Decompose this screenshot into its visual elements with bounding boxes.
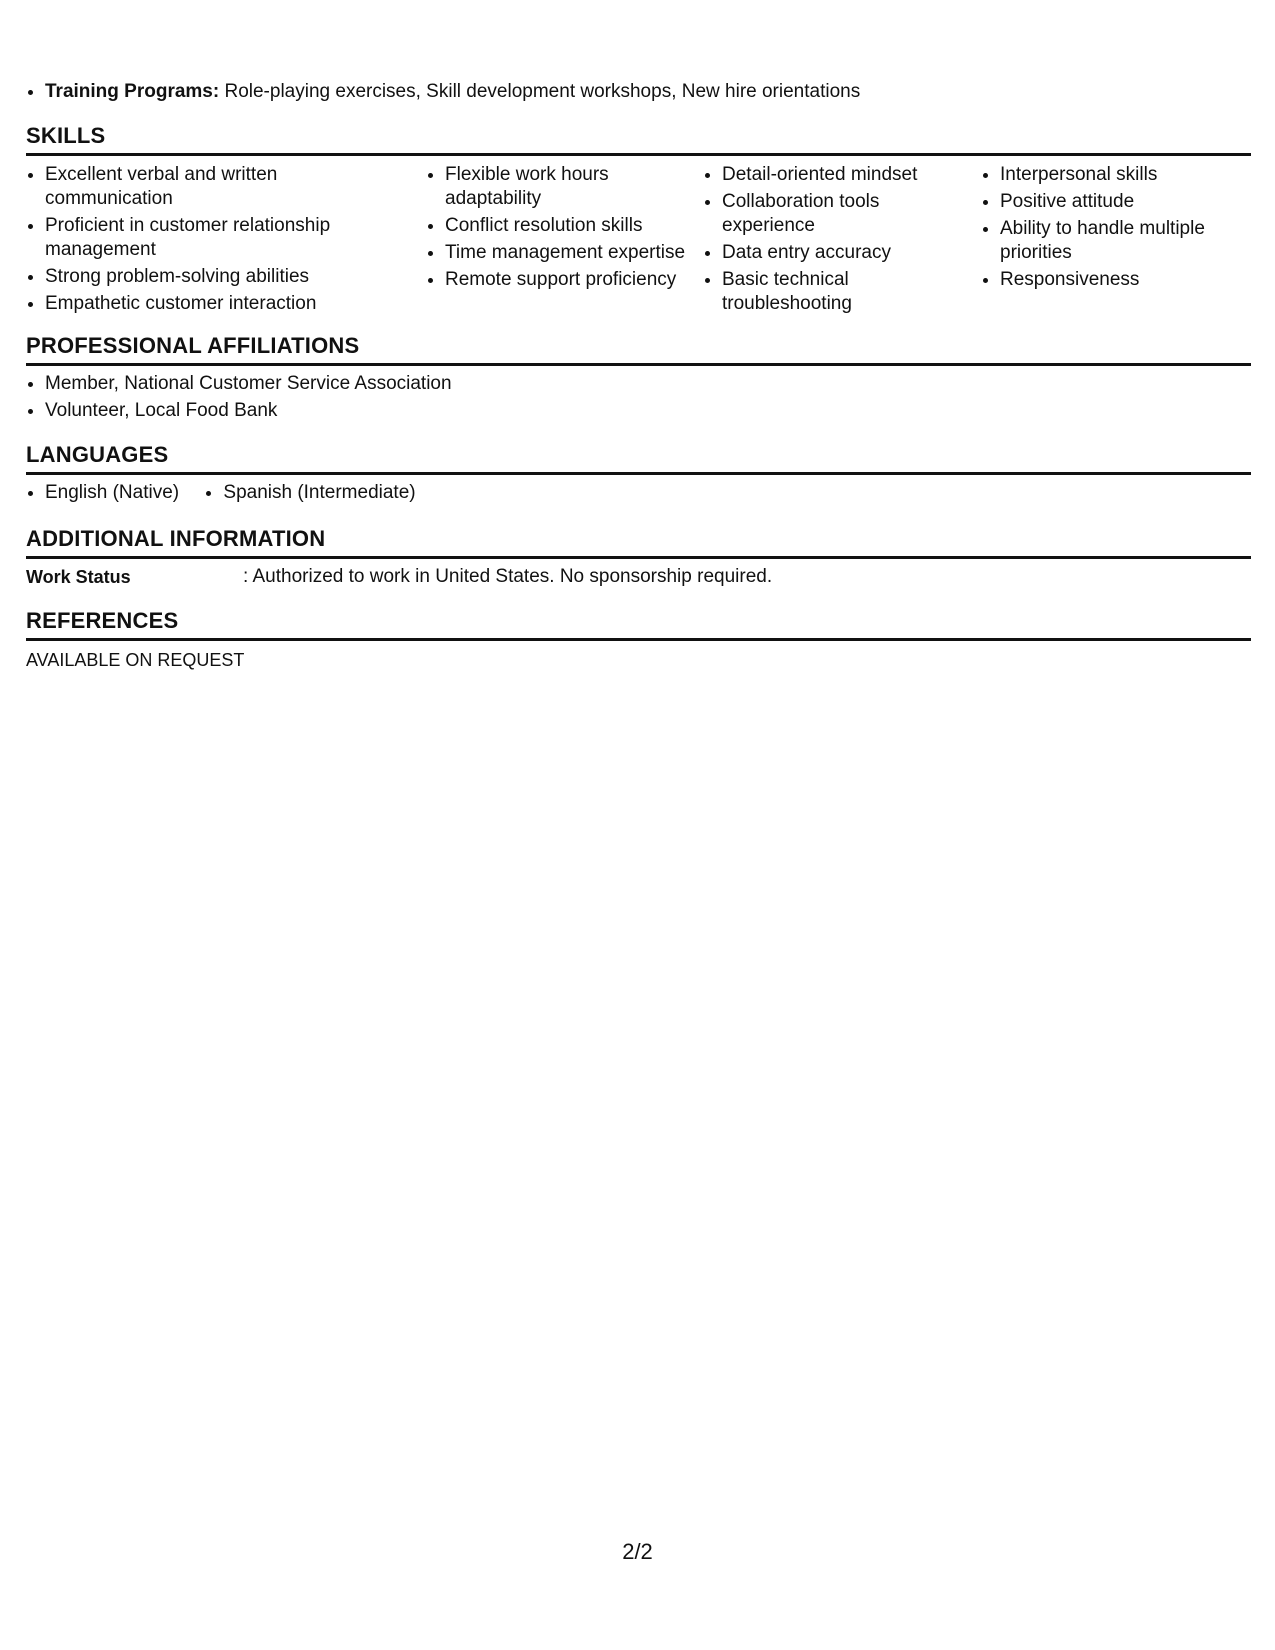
languages-heading: LANGUAGES (26, 442, 169, 467)
training-programs-label: Training Programs: (45, 81, 220, 102)
languages-divider (26, 472, 1251, 475)
skills-divider (26, 153, 1251, 156)
skill-item: Conflict resolution skills (426, 214, 686, 238)
skill-item: Ability to handle multiple priorities (981, 217, 1236, 265)
affiliation-item: Member, National Customer Service Association (26, 372, 452, 396)
skills-column-3 (703, 163, 943, 319)
training-programs-item (26, 80, 1251, 104)
skill-item: Proficient in customer relationship management (26, 214, 356, 262)
skill-item: Responsiveness (981, 268, 1236, 292)
skill-item: Flexible work hours adaptability (426, 163, 686, 211)
references-text: AVAILABLE ON REQUEST (26, 650, 245, 670)
references-heading: REFERENCES (26, 608, 179, 633)
language-item: Spanish (Intermediate) (204, 481, 415, 505)
skills-heading: SKILLS (26, 123, 106, 148)
affiliations-list (26, 372, 452, 426)
languages-list (26, 481, 436, 505)
skill-item: Collaboration tools experience (703, 190, 943, 238)
skill-item: Detail-oriented mindset (703, 163, 943, 187)
skill-item: Empathetic customer interaction (26, 292, 356, 316)
training-list (26, 80, 1251, 104)
affiliations-divider (26, 363, 1251, 366)
skill-item: Basic technical troubleshooting (703, 268, 943, 316)
additional-info-heading: ADDITIONAL INFORMATION (26, 526, 326, 551)
page-number: 2/2 (622, 1539, 653, 1564)
work-status-label: Work Status (26, 567, 131, 587)
skills-column-4 (981, 163, 1236, 295)
training-programs-value: Role-playing exercises, Skill development workshops, New hire orientations (224, 81, 861, 102)
work-status-value: : Authorized to work in United States. No sponsorship required. (243, 566, 773, 587)
language-item: English (Native) (26, 481, 179, 505)
skill-item: Strong problem-solving abilities (26, 265, 356, 289)
skill-item: Excellent verbal and written communication (26, 163, 356, 211)
affiliation-item: Volunteer, Local Food Bank (26, 399, 452, 423)
skill-item: Data entry accuracy (703, 241, 943, 265)
skill-item: Positive attitude (981, 190, 1236, 214)
affiliations-heading: PROFESSIONAL AFFILIATIONS (26, 333, 360, 358)
skill-item: Remote support proficiency (426, 268, 686, 292)
skills-column-2 (426, 163, 686, 295)
skill-item: Time management expertise (426, 241, 686, 265)
skill-item: Interpersonal skills (981, 163, 1236, 187)
additional-info-divider (26, 556, 1251, 559)
skills-column-1 (26, 163, 356, 319)
references-divider (26, 638, 1251, 641)
